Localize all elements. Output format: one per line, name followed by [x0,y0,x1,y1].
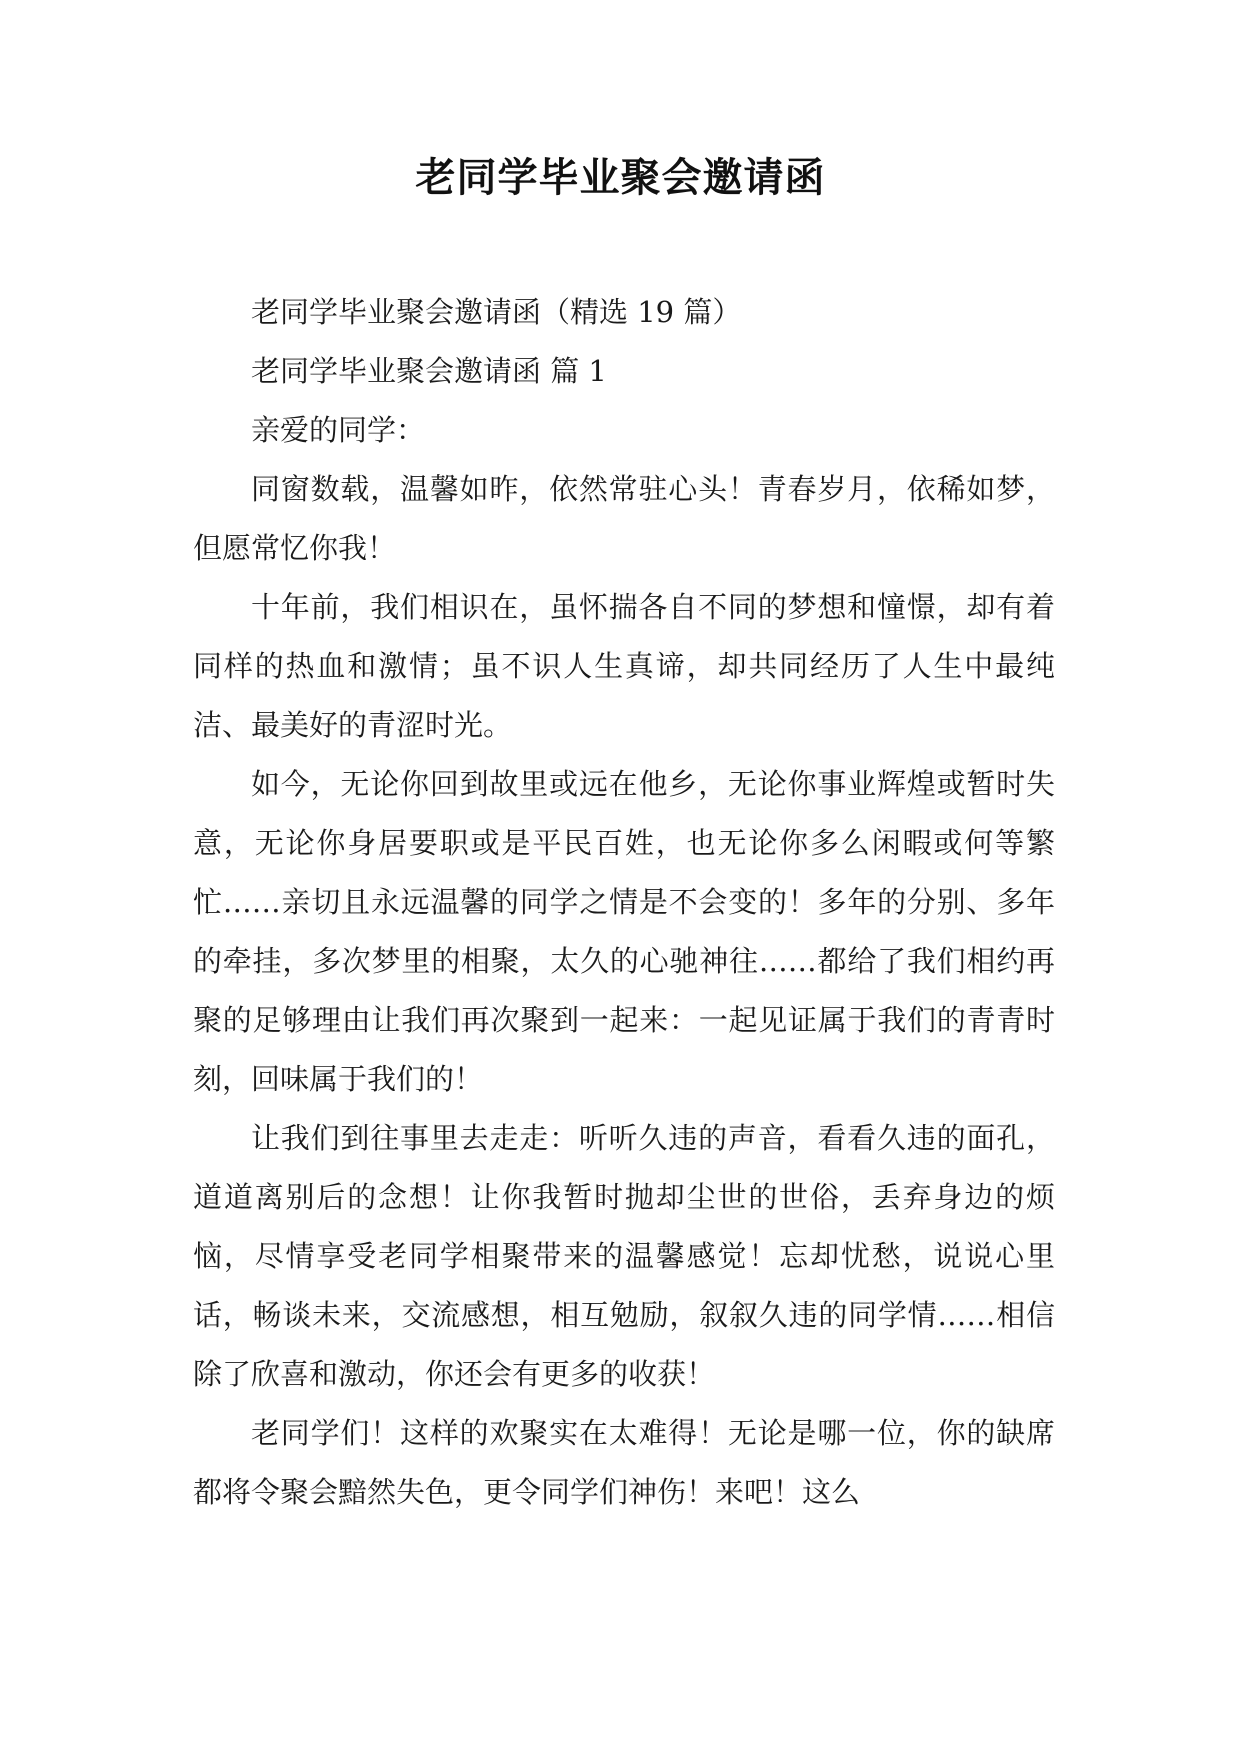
paragraph: 老同学们！这样的欢聚实在太难得！无论是哪一位，你的缺席都将令聚会黯然失色，更令同学们神伤！来吧！这么 [193,1416,1055,1509]
paragraph: 如今，无论你回到故里或远在他乡，无论你事业辉煌或暂时失意，无论你身居要职或是平民百姓，也无论你多么闲暇或何等繁忙……亲切且永远温馨的同学之情是不会变的！多年的分别、多年的牵挂，多次梦里的相聚，太久的心驰神往……都给了我们相约再聚的足够理由让我们再次聚到一起来：一起见证属于我们的青青时刻，回味属于我们的！ [193,767,1055,1096]
paragraph: 同窗数载，温馨如昨，依然常驻心头！青春岁月，依稀如梦，但愿常忆你我！ [193,472,1055,565]
salutation: 亲爱的同学： [251,413,426,447]
paragraph: 十年前，我们相识在，虽怀揣各自不同的梦想和憧憬，却有着同样的热血和激情；虽不识人生真谛，却共同经历了人生中最纯洁、最美好的青涩时光。 [193,590,1055,742]
document-title: 老同学毕业聚会邀请函 [415,154,826,201]
document-body [193,283,1055,1522]
paragraph: 让我们到往事里去走走：听听久违的声音，看看久违的面孔，道道离别后的念想！让你我暂时抛却尘世的世俗，丢弃身边的烦恼，尽情享受老同学相聚带来的温馨感觉！忘却忧愁，说说心里话，畅谈未来，交流感想，相互勉励，叙叙久违的同学情……相信除了欣喜和激动，你还会有更多的收获！ [193,1121,1055,1391]
section-heading: 老同学毕业聚会邀请函 篇 1 [251,354,607,388]
document-subtitle: 老同学毕业聚会邀请函（精选 19 篇） [251,295,742,329]
